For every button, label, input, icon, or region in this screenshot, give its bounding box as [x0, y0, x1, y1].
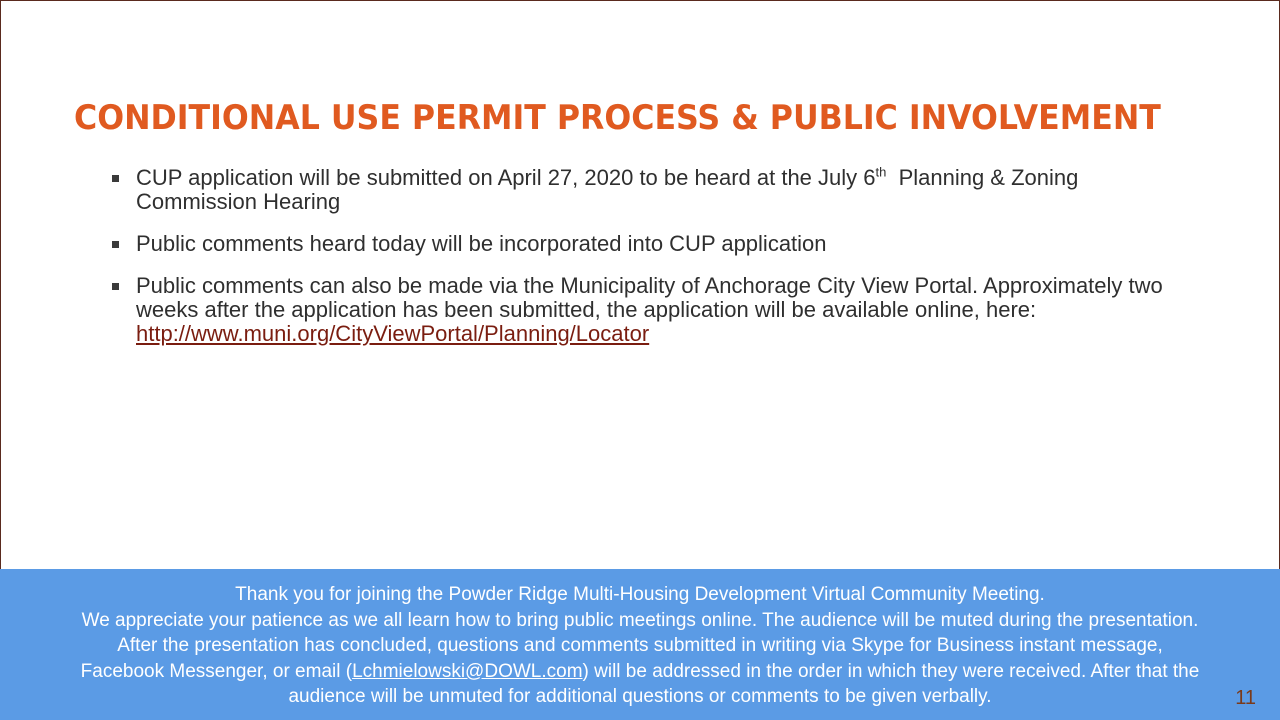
- bullet-item-public-comments: [110, 232, 1190, 256]
- email-link[interactable]: Lchmielowski@DOWL.com: [352, 660, 583, 682]
- bullet-item-city-view-portal: [110, 274, 1190, 346]
- bullet-list: [110, 166, 1190, 364]
- footer-banner: [0, 569, 1280, 720]
- bullet-text: Public comments can also be made via the Municipality of Anchorage City View Portal. Approximately two weeks after the application has been submitted, the application will be available online, here:: [136, 273, 1163, 322]
- slide-number: 11: [1235, 687, 1256, 709]
- square-bullet-icon: [112, 175, 119, 182]
- footer-text: ) will be addressed in the order in which they were received. After that the: [582, 660, 1200, 682]
- bullet-text: Public comments heard today will be incorporated into CUP application: [136, 231, 827, 256]
- footer-line: [0, 659, 1280, 685]
- bullet-item-cup-submission: [110, 166, 1190, 214]
- bullet-text-continued: Planning & Zoning Commission Hearing: [136, 165, 1085, 214]
- footer-line: We appreciate your patience as we all learn how to bring public meetings online. The audience will be muted during the presentation.: [81, 609, 1199, 631]
- square-bullet-icon: [112, 283, 119, 290]
- square-bullet-icon: [112, 241, 119, 248]
- slide-title: CONDITIONAL USE PERMIT PROCESS & PUBLIC INVOLVEMENT: [74, 98, 1161, 138]
- footer-text: Facebook Messenger, or email (: [80, 660, 353, 682]
- footer-line: Thank you for joining the Powder Ridge Multi-Housing Development Virtual Community Meeting.: [235, 584, 1045, 605]
- footer-line: audience will be unmuted for additional questions or comments to be given verbally.: [288, 686, 992, 708]
- city-view-portal-link[interactable]: http://www.muni.org/CityViewPortal/Planning/Locator: [136, 321, 650, 346]
- footer-line: After the presentation has concluded, questions and comments submitted in writing via Skype for Business instant message,: [117, 635, 1163, 657]
- bullet-text: CUP application will be submitted on April 27, 2020 to be heard at the July 6: [136, 165, 876, 190]
- superscript-text: th: [875, 164, 887, 180]
